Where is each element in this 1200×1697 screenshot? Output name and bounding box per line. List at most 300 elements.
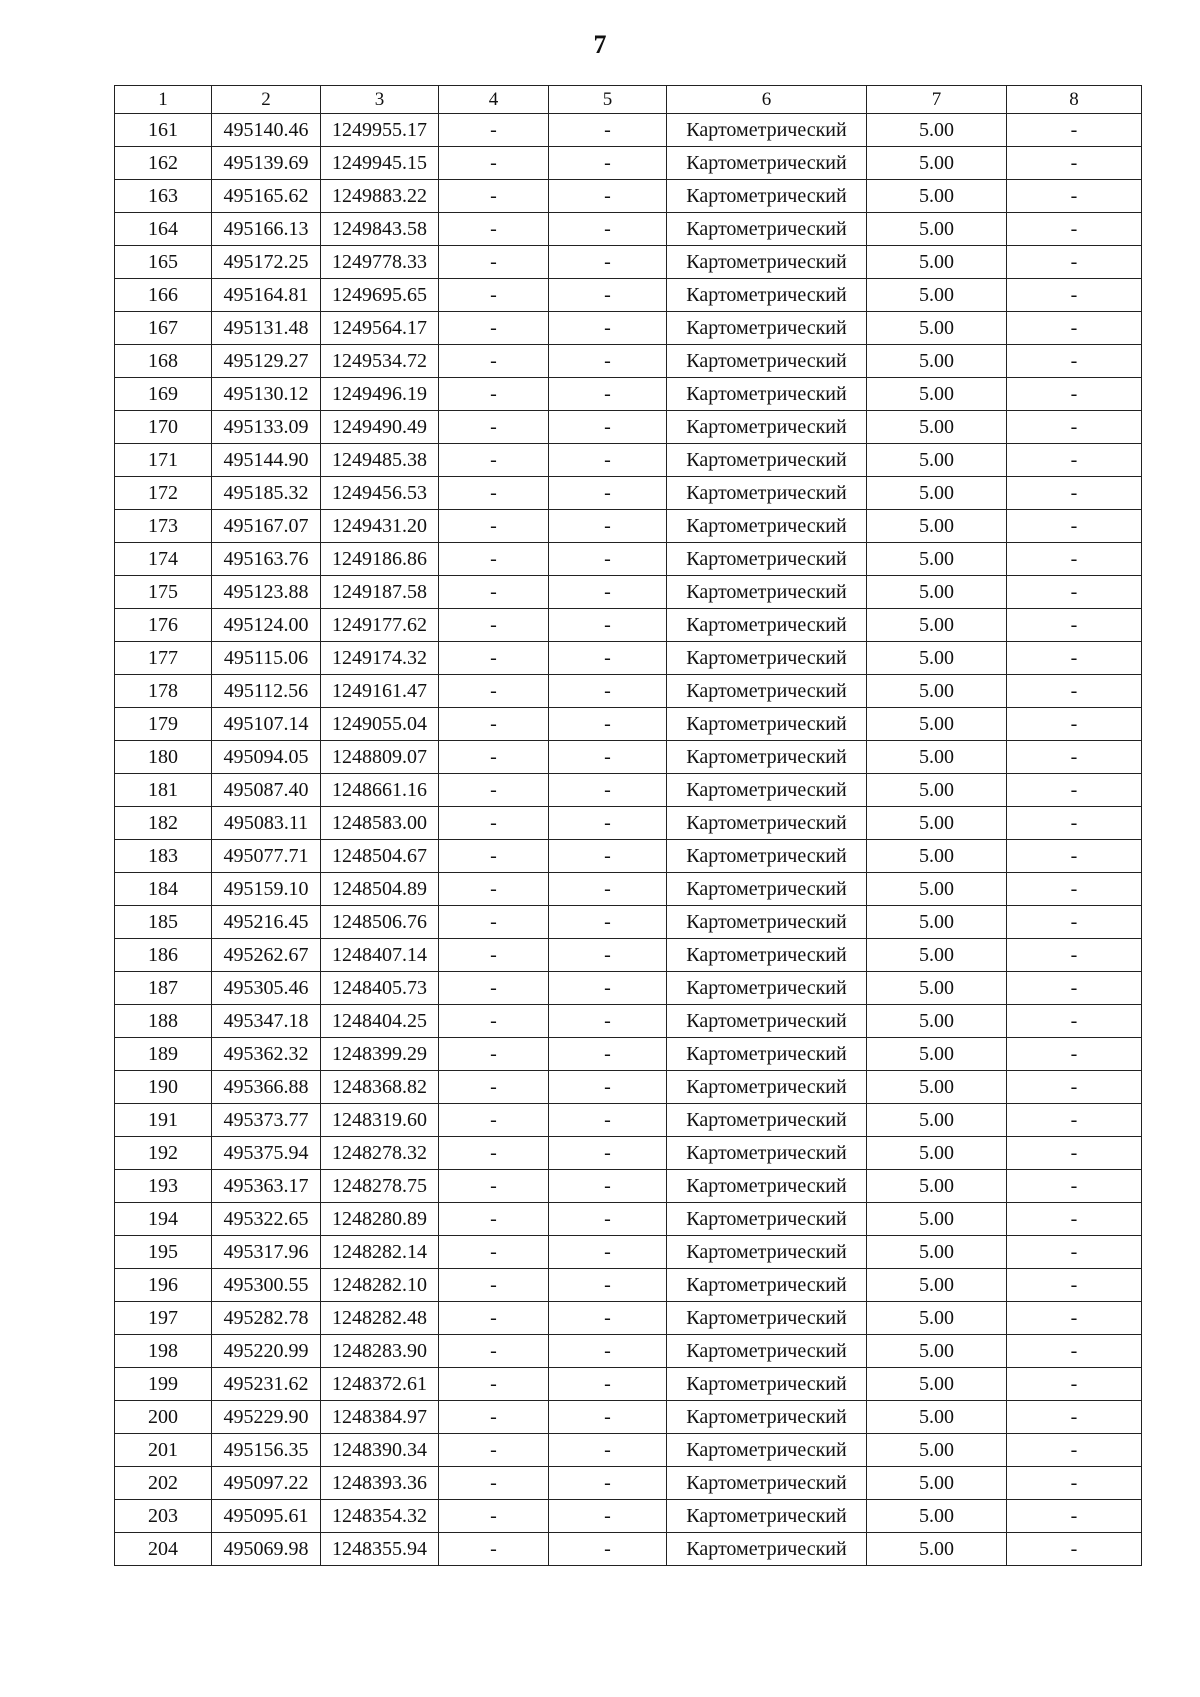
x-coordinate-cell: 495300.55	[212, 1269, 321, 1302]
accuracy-cell: 5.00	[867, 1302, 1007, 1335]
col5-cell: -	[549, 312, 667, 345]
x-coordinate-cell: 495069.98	[212, 1533, 321, 1566]
table-row	[115, 1368, 1142, 1401]
accuracy-cell: 5.00	[867, 741, 1007, 774]
col4-cell: -	[439, 279, 549, 312]
table-row	[115, 1500, 1142, 1533]
accuracy-cell: 5.00	[867, 213, 1007, 246]
col5-cell: -	[549, 378, 667, 411]
y-coordinate-cell: 1249883.22	[321, 180, 439, 213]
y-coordinate-cell: 1249187.58	[321, 576, 439, 609]
table-row	[115, 576, 1142, 609]
x-coordinate-cell: 495144.90	[212, 444, 321, 477]
col5-cell: -	[549, 972, 667, 1005]
col4-cell: -	[439, 510, 549, 543]
method-cell: Картометрический	[667, 774, 867, 807]
col4-cell: -	[439, 642, 549, 675]
col4-cell: -	[439, 1500, 549, 1533]
col5-cell: -	[549, 675, 667, 708]
accuracy-cell: 5.00	[867, 642, 1007, 675]
col8-cell: -	[1007, 345, 1142, 378]
col8-cell: -	[1007, 774, 1142, 807]
point-number-cell: 172	[115, 477, 212, 510]
accuracy-cell: 5.00	[867, 345, 1007, 378]
col8-cell: -	[1007, 114, 1142, 147]
accuracy-cell: 5.00	[867, 708, 1007, 741]
table-row	[115, 1005, 1142, 1038]
col8-cell: -	[1007, 1005, 1142, 1038]
x-coordinate-cell: 495129.27	[212, 345, 321, 378]
x-coordinate-cell: 495262.67	[212, 939, 321, 972]
table-row	[115, 675, 1142, 708]
accuracy-cell: 5.00	[867, 1005, 1007, 1038]
point-number-cell: 193	[115, 1170, 212, 1203]
point-number-cell: 165	[115, 246, 212, 279]
x-coordinate-cell: 495366.88	[212, 1071, 321, 1104]
x-coordinate-cell: 495167.07	[212, 510, 321, 543]
x-coordinate-cell: 495156.35	[212, 1434, 321, 1467]
x-coordinate-cell: 495362.32	[212, 1038, 321, 1071]
col8-cell: -	[1007, 1203, 1142, 1236]
table-row	[115, 1401, 1142, 1434]
col8-cell: -	[1007, 1038, 1142, 1071]
y-coordinate-cell: 1248393.36	[321, 1467, 439, 1500]
method-cell: Картометрический	[667, 411, 867, 444]
col5-cell: -	[549, 1170, 667, 1203]
y-coordinate-cell: 1249778.33	[321, 246, 439, 279]
accuracy-cell: 5.00	[867, 873, 1007, 906]
x-coordinate-cell: 495115.06	[212, 642, 321, 675]
point-number-cell: 177	[115, 642, 212, 675]
method-cell: Картометрический	[667, 312, 867, 345]
point-number-cell: 190	[115, 1071, 212, 1104]
accuracy-cell: 5.00	[867, 1533, 1007, 1566]
table-row	[115, 1203, 1142, 1236]
accuracy-cell: 5.00	[867, 180, 1007, 213]
method-cell: Картометрический	[667, 576, 867, 609]
col5-cell: -	[549, 1533, 667, 1566]
col8-cell: -	[1007, 543, 1142, 576]
x-coordinate-cell: 495305.46	[212, 972, 321, 1005]
x-coordinate-cell: 495185.32	[212, 477, 321, 510]
table-row	[115, 114, 1142, 147]
method-cell: Картометрический	[667, 1269, 867, 1302]
x-coordinate-cell: 495107.14	[212, 708, 321, 741]
table-row	[115, 1335, 1142, 1368]
col4-cell: -	[439, 1302, 549, 1335]
point-number-cell: 181	[115, 774, 212, 807]
method-cell: Картометрический	[667, 147, 867, 180]
x-coordinate-cell: 495112.56	[212, 675, 321, 708]
x-coordinate-cell: 495282.78	[212, 1302, 321, 1335]
col4-cell: -	[439, 906, 549, 939]
x-coordinate-cell: 495164.81	[212, 279, 321, 312]
method-cell: Картометрический	[667, 1533, 867, 1566]
y-coordinate-cell: 1249843.58	[321, 213, 439, 246]
col8-cell: -	[1007, 972, 1142, 1005]
col4-cell: -	[439, 1335, 549, 1368]
method-cell: Картометрический	[667, 1467, 867, 1500]
y-coordinate-cell: 1248390.34	[321, 1434, 439, 1467]
accuracy-cell: 5.00	[867, 114, 1007, 147]
col8-cell: -	[1007, 411, 1142, 444]
col4-cell: -	[439, 1071, 549, 1104]
x-coordinate-cell: 495375.94	[212, 1137, 321, 1170]
accuracy-cell: 5.00	[867, 312, 1007, 345]
col8-cell: -	[1007, 1137, 1142, 1170]
y-coordinate-cell: 1248384.97	[321, 1401, 439, 1434]
x-coordinate-cell: 495139.69	[212, 147, 321, 180]
table-row	[115, 873, 1142, 906]
method-cell: Картометрический	[667, 972, 867, 1005]
accuracy-cell: 5.00	[867, 279, 1007, 312]
y-coordinate-cell: 1249456.53	[321, 477, 439, 510]
accuracy-cell: 5.00	[867, 1038, 1007, 1071]
point-number-cell: 182	[115, 807, 212, 840]
col4-cell: -	[439, 1401, 549, 1434]
table-row	[115, 1170, 1142, 1203]
table-row	[115, 411, 1142, 444]
col5-cell: -	[549, 147, 667, 180]
method-cell: Картометрический	[667, 180, 867, 213]
col4-cell: -	[439, 246, 549, 279]
y-coordinate-cell: 1248282.48	[321, 1302, 439, 1335]
col5-cell: -	[549, 246, 667, 279]
y-coordinate-cell: 1249496.19	[321, 378, 439, 411]
col8-cell: -	[1007, 1071, 1142, 1104]
method-cell: Картометрический	[667, 345, 867, 378]
table-row	[115, 444, 1142, 477]
table-row	[115, 708, 1142, 741]
col8-cell: -	[1007, 675, 1142, 708]
col4-cell: -	[439, 345, 549, 378]
point-number-cell: 180	[115, 741, 212, 774]
point-number-cell: 198	[115, 1335, 212, 1368]
col4-cell: -	[439, 972, 549, 1005]
x-coordinate-cell: 495130.12	[212, 378, 321, 411]
method-cell: Картометрический	[667, 510, 867, 543]
accuracy-cell: 5.00	[867, 1368, 1007, 1401]
table-row	[115, 1071, 1142, 1104]
y-coordinate-cell: 1248368.82	[321, 1071, 439, 1104]
accuracy-cell: 5.00	[867, 576, 1007, 609]
point-number-cell: 171	[115, 444, 212, 477]
method-cell: Картометрический	[667, 114, 867, 147]
col5-cell: -	[549, 741, 667, 774]
method-cell: Картометрический	[667, 1236, 867, 1269]
col5-cell: -	[549, 1071, 667, 1104]
point-number-cell: 195	[115, 1236, 212, 1269]
col4-cell: -	[439, 1137, 549, 1170]
col4-cell: -	[439, 1038, 549, 1071]
col8-cell: -	[1007, 477, 1142, 510]
accuracy-cell: 5.00	[867, 609, 1007, 642]
col4-cell: -	[439, 1203, 549, 1236]
y-coordinate-cell: 1248407.14	[321, 939, 439, 972]
y-coordinate-cell: 1249161.47	[321, 675, 439, 708]
point-number-cell: 202	[115, 1467, 212, 1500]
x-coordinate-cell: 495140.46	[212, 114, 321, 147]
point-number-cell: 199	[115, 1368, 212, 1401]
col5-cell: -	[549, 1434, 667, 1467]
col5-cell: -	[549, 510, 667, 543]
col8-cell: -	[1007, 609, 1142, 642]
x-coordinate-cell: 495163.76	[212, 543, 321, 576]
col4-cell: -	[439, 378, 549, 411]
y-coordinate-cell: 1248355.94	[321, 1533, 439, 1566]
y-coordinate-cell: 1249945.15	[321, 147, 439, 180]
col4-cell: -	[439, 774, 549, 807]
y-coordinate-cell: 1248278.32	[321, 1137, 439, 1170]
table-row	[115, 1038, 1142, 1071]
x-coordinate-cell: 495123.88	[212, 576, 321, 609]
method-cell: Картометрический	[667, 840, 867, 873]
y-coordinate-cell: 1248405.73	[321, 972, 439, 1005]
col8-cell: -	[1007, 708, 1142, 741]
col8-cell: -	[1007, 741, 1142, 774]
y-coordinate-cell: 1248372.61	[321, 1368, 439, 1401]
y-coordinate-cell: 1248661.16	[321, 774, 439, 807]
table-row	[115, 774, 1142, 807]
col5-cell: -	[549, 774, 667, 807]
method-cell: Картометрический	[667, 1104, 867, 1137]
col8-cell: -	[1007, 312, 1142, 345]
x-coordinate-cell: 495124.00	[212, 609, 321, 642]
col8-cell: -	[1007, 642, 1142, 675]
point-number-cell: 178	[115, 675, 212, 708]
column-header-8: 8	[1007, 86, 1142, 114]
x-coordinate-cell: 495094.05	[212, 741, 321, 774]
accuracy-cell: 5.00	[867, 1203, 1007, 1236]
column-header-3: 3	[321, 86, 439, 114]
y-coordinate-cell: 1248278.75	[321, 1170, 439, 1203]
y-coordinate-cell: 1248504.67	[321, 840, 439, 873]
col5-cell: -	[549, 1401, 667, 1434]
col8-cell: -	[1007, 1335, 1142, 1368]
x-coordinate-cell: 495220.99	[212, 1335, 321, 1368]
point-number-cell: 183	[115, 840, 212, 873]
col4-cell: -	[439, 873, 549, 906]
table-row	[115, 609, 1142, 642]
col5-cell: -	[549, 213, 667, 246]
col8-cell: -	[1007, 1467, 1142, 1500]
y-coordinate-cell: 1248282.14	[321, 1236, 439, 1269]
accuracy-cell: 5.00	[867, 1335, 1007, 1368]
x-coordinate-cell: 495322.65	[212, 1203, 321, 1236]
col5-cell: -	[549, 576, 667, 609]
point-number-cell: 161	[115, 114, 212, 147]
accuracy-cell: 5.00	[867, 444, 1007, 477]
table-row	[115, 1467, 1142, 1500]
table-row	[115, 345, 1142, 378]
method-cell: Картометрический	[667, 477, 867, 510]
table-row	[115, 246, 1142, 279]
accuracy-cell: 5.00	[867, 246, 1007, 279]
col4-cell: -	[439, 114, 549, 147]
point-number-cell: 163	[115, 180, 212, 213]
col4-cell: -	[439, 807, 549, 840]
col8-cell: -	[1007, 576, 1142, 609]
table-row	[115, 543, 1142, 576]
point-number-cell: 189	[115, 1038, 212, 1071]
y-coordinate-cell: 1248809.07	[321, 741, 439, 774]
x-coordinate-cell: 495131.48	[212, 312, 321, 345]
col5-cell: -	[549, 1302, 667, 1335]
accuracy-cell: 5.00	[867, 840, 1007, 873]
y-coordinate-cell: 1249534.72	[321, 345, 439, 378]
col8-cell: -	[1007, 1368, 1142, 1401]
accuracy-cell: 5.00	[867, 411, 1007, 444]
table-body	[115, 114, 1142, 1566]
accuracy-cell: 5.00	[867, 1269, 1007, 1302]
x-coordinate-cell: 495159.10	[212, 873, 321, 906]
method-cell: Картометрический	[667, 246, 867, 279]
x-coordinate-cell: 495317.96	[212, 1236, 321, 1269]
accuracy-cell: 5.00	[867, 1236, 1007, 1269]
table-row	[115, 279, 1142, 312]
col4-cell: -	[439, 147, 549, 180]
col4-cell: -	[439, 1236, 549, 1269]
x-coordinate-cell: 495095.61	[212, 1500, 321, 1533]
point-number-cell: 184	[115, 873, 212, 906]
col8-cell: -	[1007, 1170, 1142, 1203]
table-row	[115, 312, 1142, 345]
table-row	[115, 213, 1142, 246]
method-cell: Картометрический	[667, 1434, 867, 1467]
y-coordinate-cell: 1248354.32	[321, 1500, 439, 1533]
y-coordinate-cell: 1248282.10	[321, 1269, 439, 1302]
y-coordinate-cell: 1248399.29	[321, 1038, 439, 1071]
x-coordinate-cell: 495231.62	[212, 1368, 321, 1401]
col8-cell: -	[1007, 1533, 1142, 1566]
col8-cell: -	[1007, 1104, 1142, 1137]
method-cell: Картометрический	[667, 1170, 867, 1203]
col5-cell: -	[549, 1203, 667, 1236]
x-coordinate-cell: 495077.71	[212, 840, 321, 873]
method-cell: Картометрический	[667, 1401, 867, 1434]
column-header-6: 6	[667, 86, 867, 114]
col4-cell: -	[439, 1533, 549, 1566]
point-number-cell: 197	[115, 1302, 212, 1335]
accuracy-cell: 5.00	[867, 543, 1007, 576]
method-cell: Картометрический	[667, 708, 867, 741]
point-number-cell: 187	[115, 972, 212, 1005]
table-row	[115, 477, 1142, 510]
y-coordinate-cell: 1249955.17	[321, 114, 439, 147]
accuracy-cell: 5.00	[867, 1467, 1007, 1500]
point-number-cell: 173	[115, 510, 212, 543]
accuracy-cell: 5.00	[867, 378, 1007, 411]
point-number-cell: 191	[115, 1104, 212, 1137]
x-coordinate-cell: 495347.18	[212, 1005, 321, 1038]
y-coordinate-cell: 1248319.60	[321, 1104, 439, 1137]
method-cell: Картометрический	[667, 1005, 867, 1038]
method-cell: Картометрический	[667, 741, 867, 774]
y-coordinate-cell: 1248506.76	[321, 906, 439, 939]
col5-cell: -	[549, 1005, 667, 1038]
x-coordinate-cell: 495229.90	[212, 1401, 321, 1434]
method-cell: Картометрический	[667, 1038, 867, 1071]
table-row	[115, 906, 1142, 939]
x-coordinate-cell: 495216.45	[212, 906, 321, 939]
col8-cell: -	[1007, 1302, 1142, 1335]
point-number-cell: 203	[115, 1500, 212, 1533]
point-number-cell: 164	[115, 213, 212, 246]
point-number-cell: 179	[115, 708, 212, 741]
table-row	[115, 1236, 1142, 1269]
col5-cell: -	[549, 807, 667, 840]
col8-cell: -	[1007, 147, 1142, 180]
col8-cell: -	[1007, 1269, 1142, 1302]
point-number-cell: 166	[115, 279, 212, 312]
y-coordinate-cell: 1249485.38	[321, 444, 439, 477]
col4-cell: -	[439, 741, 549, 774]
table-row	[115, 180, 1142, 213]
col4-cell: -	[439, 1104, 549, 1137]
col4-cell: -	[439, 411, 549, 444]
col5-cell: -	[549, 708, 667, 741]
y-coordinate-cell: 1249177.62	[321, 609, 439, 642]
y-coordinate-cell: 1248283.90	[321, 1335, 439, 1368]
x-coordinate-cell: 495373.77	[212, 1104, 321, 1137]
accuracy-cell: 5.00	[867, 906, 1007, 939]
table-row	[115, 1104, 1142, 1137]
col5-cell: -	[549, 1137, 667, 1170]
col5-cell: -	[549, 1104, 667, 1137]
method-cell: Картометрический	[667, 1302, 867, 1335]
col4-cell: -	[439, 477, 549, 510]
method-cell: Картометрический	[667, 873, 867, 906]
col4-cell: -	[439, 444, 549, 477]
col5-cell: -	[549, 609, 667, 642]
col5-cell: -	[549, 1236, 667, 1269]
point-number-cell: 167	[115, 312, 212, 345]
accuracy-cell: 5.00	[867, 477, 1007, 510]
col4-cell: -	[439, 939, 549, 972]
col4-cell: -	[439, 1467, 549, 1500]
table-row	[115, 939, 1142, 972]
col8-cell: -	[1007, 180, 1142, 213]
method-cell: Картометрический	[667, 279, 867, 312]
accuracy-cell: 5.00	[867, 147, 1007, 180]
accuracy-cell: 5.00	[867, 939, 1007, 972]
col8-cell: -	[1007, 378, 1142, 411]
col5-cell: -	[549, 1500, 667, 1533]
col5-cell: -	[549, 477, 667, 510]
x-coordinate-cell: 495133.09	[212, 411, 321, 444]
page-number: 7	[593, 30, 607, 59]
column-header-2: 2	[212, 86, 321, 114]
point-number-cell: 201	[115, 1434, 212, 1467]
column-header-7: 7	[867, 86, 1007, 114]
method-cell: Картометрический	[667, 378, 867, 411]
method-cell: Картометрический	[667, 1500, 867, 1533]
column-header-5: 5	[549, 86, 667, 114]
col5-cell: -	[549, 180, 667, 213]
y-coordinate-cell: 1248404.25	[321, 1005, 439, 1038]
col5-cell: -	[549, 114, 667, 147]
accuracy-cell: 5.00	[867, 774, 1007, 807]
y-coordinate-cell: 1249695.65	[321, 279, 439, 312]
method-cell: Картометрический	[667, 444, 867, 477]
table-row	[115, 510, 1142, 543]
col4-cell: -	[439, 1368, 549, 1401]
point-number-cell: 186	[115, 939, 212, 972]
col8-cell: -	[1007, 213, 1142, 246]
x-coordinate-cell: 495087.40	[212, 774, 321, 807]
accuracy-cell: 5.00	[867, 1500, 1007, 1533]
y-coordinate-cell: 1249055.04	[321, 708, 439, 741]
